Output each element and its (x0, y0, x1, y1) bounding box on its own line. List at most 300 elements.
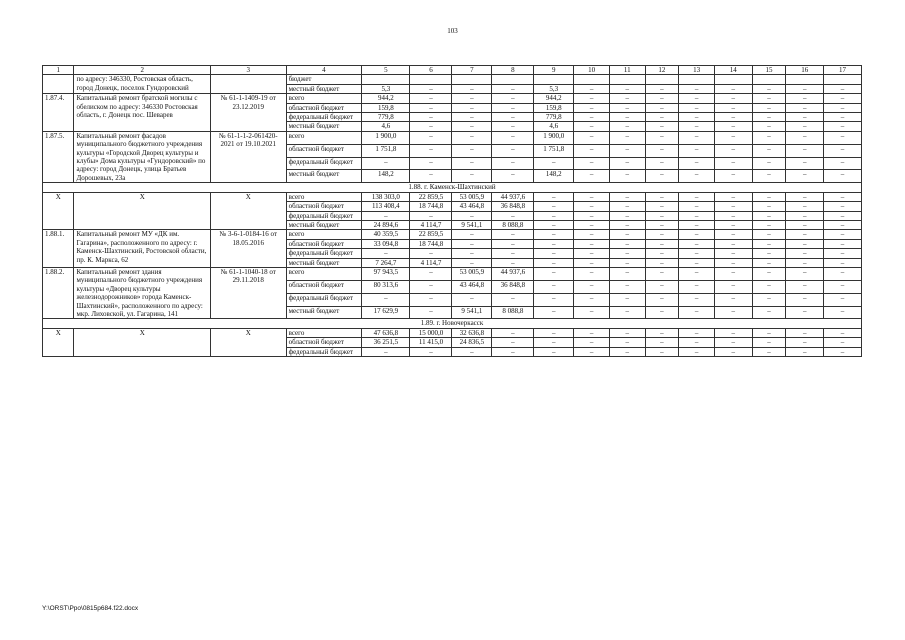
value-cell: – (452, 84, 492, 93)
value-cell: 944,2 (362, 94, 410, 103)
value-cell: – (574, 192, 610, 201)
value-cell (752, 75, 786, 84)
value-cell: – (786, 306, 824, 319)
value-cell: – (574, 249, 610, 258)
value-cell: – (410, 84, 452, 93)
funding-type: федеральный бюджет (286, 211, 362, 220)
value-cell: – (609, 293, 645, 306)
value-cell: – (492, 258, 534, 267)
value-cell: – (492, 84, 534, 93)
header-cell: 13 (679, 66, 715, 75)
item-name: Капитальный ремонт братской могилы с обелиском по адресу: 346330 Ростовская область, г. Донецк пос. Шеварев (74, 94, 211, 132)
value-cell: – (534, 306, 574, 319)
item-document: № 61-1-1-2-061420-2021 от 19.10.2021 (210, 131, 286, 182)
value-cell: – (786, 328, 824, 337)
value-cell: – (679, 84, 715, 93)
value-cell: – (714, 94, 752, 103)
value-cell: – (786, 230, 824, 239)
value-cell: – (786, 144, 824, 157)
value-cell: – (534, 192, 574, 201)
value-cell: – (362, 293, 410, 306)
value-cell: – (452, 122, 492, 131)
value-cell: – (824, 113, 862, 122)
value-cell: – (609, 239, 645, 248)
value-cell: – (786, 239, 824, 248)
header-cell: 11 (609, 66, 645, 75)
value-cell: – (645, 122, 679, 131)
value-cell: 53 005,9 (452, 267, 492, 280)
value-cell: – (609, 192, 645, 201)
value-cell: – (410, 280, 452, 293)
value-cell: – (609, 249, 645, 258)
value-cell: – (410, 267, 452, 280)
item-code: 1.87.4. (43, 94, 74, 132)
value-cell: – (679, 157, 715, 170)
value-cell: – (362, 157, 410, 170)
value-cell: 4,6 (534, 122, 574, 131)
value-cell: – (679, 239, 715, 248)
value-cell: 44 937,6 (492, 192, 534, 201)
value-cell: – (645, 103, 679, 112)
value-cell: – (752, 103, 786, 112)
value-cell: – (752, 211, 786, 220)
value-cell (410, 75, 452, 84)
value-cell: 15 000,0 (410, 328, 452, 337)
value-cell: 113 408,4 (362, 202, 410, 211)
value-cell: – (452, 211, 492, 220)
value-cell: – (679, 113, 715, 122)
value-cell: – (645, 293, 679, 306)
value-cell: – (679, 202, 715, 211)
value-cell: – (410, 144, 452, 157)
value-cell: – (752, 258, 786, 267)
value-cell: – (645, 94, 679, 103)
value-cell: 22 859,5 (410, 230, 452, 239)
value-cell: 1 751,8 (362, 144, 410, 157)
value-cell: – (645, 192, 679, 201)
table-body (43, 75, 862, 357)
value-cell: – (752, 131, 786, 144)
value-cell: – (492, 347, 534, 356)
value-cell: 5,3 (362, 84, 410, 93)
value-cell: – (786, 202, 824, 211)
value-cell: 32 636,8 (452, 328, 492, 337)
value-cell: – (492, 157, 534, 170)
budget-table (42, 65, 862, 357)
value-cell: – (645, 144, 679, 157)
value-cell: – (452, 293, 492, 306)
item-document: № 61-1-1040-18 от 29.11.2018 (210, 267, 286, 318)
funding-type: всего (286, 267, 362, 280)
value-cell: – (679, 122, 715, 131)
value-cell: – (574, 267, 610, 280)
value-cell: – (824, 220, 862, 229)
header-cell: 7 (452, 66, 492, 75)
value-cell: – (752, 328, 786, 337)
value-cell: – (492, 122, 534, 131)
value-cell: – (492, 113, 534, 122)
value-cell: – (609, 306, 645, 319)
funding-type: федеральный бюджет (286, 347, 362, 356)
value-cell: – (609, 103, 645, 112)
value-cell: 1 900,0 (362, 131, 410, 144)
value-cell: – (645, 170, 679, 183)
item-document: X (210, 192, 286, 230)
value-cell: 1 900,0 (534, 131, 574, 144)
item-document: № 61-1-1409-19 от 23.12.2019 (210, 94, 286, 132)
value-cell: – (609, 144, 645, 157)
value-cell: 4 114,7 (410, 220, 452, 229)
value-cell: – (452, 230, 492, 239)
header-cell: 9 (534, 66, 574, 75)
item-code: 1.87.5. (43, 131, 74, 182)
value-cell: 44 937,6 (492, 267, 534, 280)
value-cell: – (452, 249, 492, 258)
value-cell: – (824, 239, 862, 248)
value-cell: – (645, 84, 679, 93)
value-cell: – (714, 306, 752, 319)
value-cell: – (752, 230, 786, 239)
value-cell: 43 464,8 (452, 280, 492, 293)
header-cell: 12 (645, 66, 679, 75)
value-cell (786, 75, 824, 84)
value-cell: – (824, 258, 862, 267)
value-cell (534, 75, 574, 84)
value-cell: – (574, 144, 610, 157)
value-cell: – (714, 211, 752, 220)
value-cell: – (645, 258, 679, 267)
value-cell: – (714, 122, 752, 131)
funding-type: областной бюджет (286, 103, 362, 112)
value-cell: – (824, 249, 862, 258)
value-cell: – (410, 131, 452, 144)
value-cell: 40 359,5 (362, 230, 410, 239)
value-cell: – (714, 249, 752, 258)
header-cell: 14 (714, 66, 752, 75)
value-cell: – (452, 103, 492, 112)
value-cell: – (679, 347, 715, 356)
value-cell: – (410, 113, 452, 122)
value-cell: – (452, 170, 492, 183)
value-cell: – (574, 84, 610, 93)
value-cell: – (362, 347, 410, 356)
value-cell: – (645, 157, 679, 170)
value-cell: – (492, 293, 534, 306)
value-cell: – (534, 338, 574, 347)
value-cell: – (679, 230, 715, 239)
section-row (43, 319, 862, 328)
funding-type: местный бюджет (286, 306, 362, 319)
value-cell: – (679, 220, 715, 229)
value-cell: – (752, 202, 786, 211)
value-cell: – (609, 170, 645, 183)
table-row (43, 267, 862, 280)
table-row (43, 131, 862, 144)
value-cell: – (824, 202, 862, 211)
item-name: Капитальный ремонт МУ «ДК им. Гагарина», расположенного по адресу: г. Каменск-Шахтинский, Ростовской области, пр. К. Маркса, 62 (74, 230, 211, 268)
value-cell: 9 541,1 (452, 220, 492, 229)
funding-type: областной бюджет (286, 280, 362, 293)
value-cell: – (452, 131, 492, 144)
value-cell: – (714, 170, 752, 183)
value-cell: – (824, 192, 862, 201)
value-cell: – (752, 192, 786, 201)
value-cell: – (410, 122, 452, 131)
table-row (43, 328, 862, 337)
value-cell: – (574, 230, 610, 239)
value-cell: – (752, 239, 786, 248)
value-cell: – (679, 249, 715, 258)
value-cell: – (609, 230, 645, 239)
value-cell: – (609, 267, 645, 280)
value-cell: – (679, 258, 715, 267)
value-cell: – (786, 192, 824, 201)
value-cell: – (752, 144, 786, 157)
value-cell: – (574, 122, 610, 131)
value-cell: – (679, 293, 715, 306)
value-cell: – (492, 103, 534, 112)
value-cell: 47 636,8 (362, 328, 410, 337)
value-cell: – (786, 267, 824, 280)
value-cell: – (714, 267, 752, 280)
value-cell: – (534, 249, 574, 258)
section-title: 1.88. г. Каменск-Шахтинский (43, 183, 862, 192)
value-cell: – (452, 144, 492, 157)
item-code: X (43, 328, 74, 356)
value-cell: 148,2 (534, 170, 574, 183)
item-code: 1.88.2. (43, 267, 74, 318)
value-cell: – (574, 94, 610, 103)
header-cell: 2 (74, 66, 211, 75)
value-cell: – (714, 157, 752, 170)
value-cell: – (679, 211, 715, 220)
funding-type: федеральный бюджет (286, 293, 362, 306)
value-cell: – (609, 202, 645, 211)
value-cell: – (714, 220, 752, 229)
header-cell: 1 (43, 66, 74, 75)
value-cell: – (824, 131, 862, 144)
value-cell: – (574, 220, 610, 229)
value-cell: – (574, 293, 610, 306)
value-cell: – (609, 131, 645, 144)
value-cell: – (786, 220, 824, 229)
section-title: 1.89. г. Новочеркасск (43, 319, 862, 328)
value-cell: 779,8 (362, 113, 410, 122)
value-cell (452, 75, 492, 84)
value-cell: – (752, 157, 786, 170)
value-cell: – (609, 280, 645, 293)
value-cell: – (824, 157, 862, 170)
value-cell: – (752, 84, 786, 93)
value-cell: – (492, 170, 534, 183)
funding-type: местный бюджет (286, 122, 362, 131)
value-cell: – (786, 258, 824, 267)
value-cell: – (824, 328, 862, 337)
item-document: X (210, 328, 286, 356)
value-cell: – (574, 131, 610, 144)
value-cell: – (786, 122, 824, 131)
funding-type: федеральный бюджет (286, 249, 362, 258)
value-cell: – (492, 249, 534, 258)
value-cell: – (679, 144, 715, 157)
value-cell: – (574, 157, 610, 170)
header-cell: 8 (492, 66, 534, 75)
value-cell: – (645, 230, 679, 239)
value-cell: 18 744,8 (410, 202, 452, 211)
value-cell: – (410, 94, 452, 103)
value-cell: – (645, 249, 679, 258)
value-cell: – (714, 338, 752, 347)
value-cell: – (534, 211, 574, 220)
value-cell (714, 75, 752, 84)
value-cell: – (679, 338, 715, 347)
value-cell: – (574, 280, 610, 293)
value-cell: – (786, 280, 824, 293)
header-cell: 4 (286, 66, 362, 75)
value-cell: – (752, 280, 786, 293)
value-cell: – (534, 220, 574, 229)
value-cell: – (824, 293, 862, 306)
header-cell: 6 (410, 66, 452, 75)
value-cell: 18 744,8 (410, 239, 452, 248)
value-cell: – (410, 103, 452, 112)
value-cell: – (786, 84, 824, 93)
table-row (43, 192, 862, 201)
value-cell: – (714, 347, 752, 356)
value-cell: 944,2 (534, 94, 574, 103)
value-cell: – (574, 113, 610, 122)
funding-type: федеральный бюджет (286, 113, 362, 122)
value-cell: 43 464,8 (452, 202, 492, 211)
value-cell: – (645, 328, 679, 337)
value-cell: – (410, 293, 452, 306)
value-cell: 159,8 (362, 103, 410, 112)
value-cell: 53 005,9 (452, 192, 492, 201)
value-cell: – (609, 338, 645, 347)
value-cell: – (714, 103, 752, 112)
value-cell: 148,2 (362, 170, 410, 183)
value-cell: 24 836,5 (452, 338, 492, 347)
value-cell: – (534, 293, 574, 306)
item-name: Капитальный ремонт здания муниципального бюджетного учреждения культуры «Дворец культуры железнодорожников» города Каменск-Шахтинский», расположенного по адресу: мкр. Лиховской, ул. Гагарина, 141 (74, 267, 211, 318)
value-cell: – (609, 220, 645, 229)
value-cell: – (679, 103, 715, 112)
value-cell: – (679, 280, 715, 293)
funding-type: местный бюджет (286, 84, 362, 93)
value-cell: – (786, 113, 824, 122)
value-cell: – (645, 280, 679, 293)
value-cell: – (492, 230, 534, 239)
value-cell: – (452, 94, 492, 103)
item-document: № 3-6-1-0184-16 от 18.05.2016 (210, 230, 286, 268)
value-cell: – (752, 338, 786, 347)
value-cell: – (714, 328, 752, 337)
value-cell: – (645, 239, 679, 248)
value-cell: – (492, 144, 534, 157)
funding-type: всего (286, 192, 362, 201)
value-cell: – (714, 192, 752, 201)
value-cell: – (714, 84, 752, 93)
value-cell: – (786, 249, 824, 258)
funding-type: федеральный бюджет (286, 157, 362, 170)
value-cell: – (410, 347, 452, 356)
value-cell: – (714, 144, 752, 157)
funding-type: бюджет (286, 75, 362, 84)
value-cell: – (645, 347, 679, 356)
value-cell (645, 75, 679, 84)
value-cell: – (410, 170, 452, 183)
header-cell: 17 (824, 66, 862, 75)
value-cell: – (824, 230, 862, 239)
funding-type: местный бюджет (286, 258, 362, 267)
value-cell: – (679, 267, 715, 280)
value-cell (679, 75, 715, 84)
value-cell: – (534, 230, 574, 239)
value-cell: – (824, 170, 862, 183)
value-cell: – (752, 249, 786, 258)
value-cell (492, 75, 534, 84)
value-cell: – (492, 338, 534, 347)
item-document (210, 75, 286, 94)
value-cell: – (714, 280, 752, 293)
value-cell: – (362, 249, 410, 258)
value-cell: – (534, 280, 574, 293)
value-cell: – (824, 144, 862, 157)
funding-type: областной бюджет (286, 338, 362, 347)
value-cell: – (752, 170, 786, 183)
value-cell: – (609, 113, 645, 122)
value-cell: – (534, 239, 574, 248)
value-cell: – (410, 157, 452, 170)
value-cell (362, 75, 410, 84)
value-cell: – (492, 328, 534, 337)
value-cell: – (574, 103, 610, 112)
table-row (43, 75, 862, 84)
funding-type: областной бюджет (286, 239, 362, 248)
funding-type: областной бюджет (286, 202, 362, 211)
value-cell: – (752, 220, 786, 229)
value-cell: – (645, 131, 679, 144)
table-row (43, 94, 862, 103)
value-cell: – (786, 211, 824, 220)
value-cell: – (609, 347, 645, 356)
value-cell: – (492, 239, 534, 248)
value-cell: – (752, 94, 786, 103)
value-cell: 779,8 (534, 113, 574, 122)
value-cell: 138 303,0 (362, 192, 410, 201)
value-cell: – (574, 328, 610, 337)
value-cell: – (645, 267, 679, 280)
value-cell: – (645, 202, 679, 211)
value-cell: 24 894,6 (362, 220, 410, 229)
value-cell: – (452, 347, 492, 356)
value-cell (824, 75, 862, 84)
value-cell: – (574, 239, 610, 248)
value-cell: 36 848,8 (492, 280, 534, 293)
value-cell: – (714, 239, 752, 248)
value-cell (609, 75, 645, 84)
value-cell: – (786, 170, 824, 183)
value-cell: – (824, 103, 862, 112)
value-cell: – (752, 122, 786, 131)
value-cell: – (714, 202, 752, 211)
value-cell: – (824, 306, 862, 319)
value-cell: 80 313,6 (362, 280, 410, 293)
header-cell: 16 (786, 66, 824, 75)
header-row (43, 66, 862, 75)
value-cell: – (679, 131, 715, 144)
value-cell: – (645, 211, 679, 220)
